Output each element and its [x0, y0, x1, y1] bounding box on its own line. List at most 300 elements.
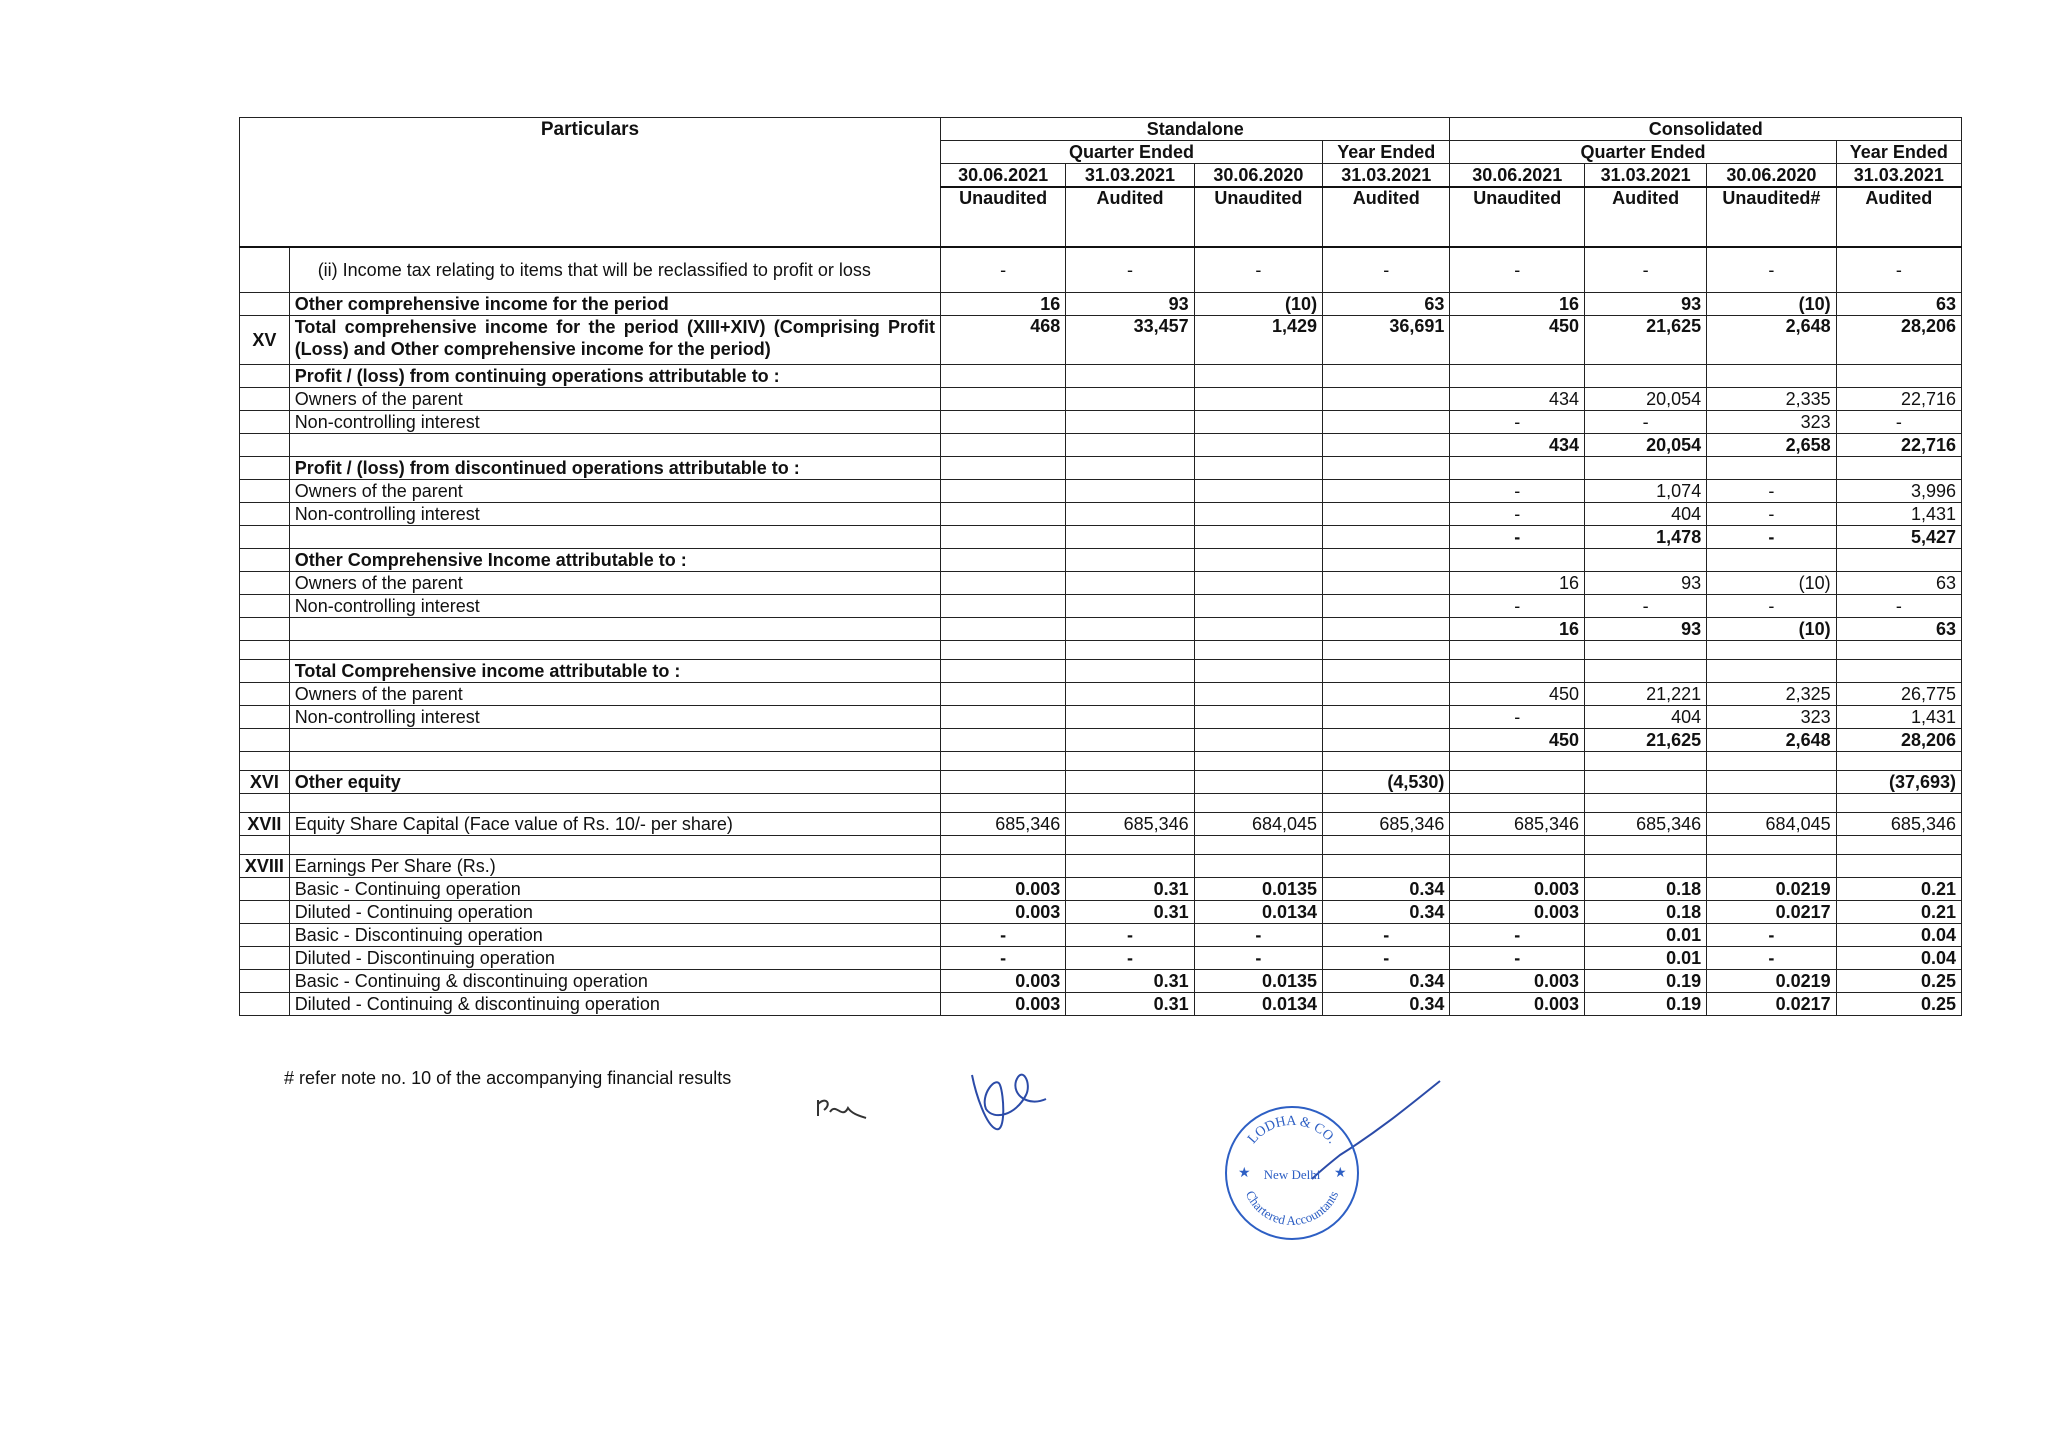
value-cell [1450, 855, 1585, 878]
value-cell: 63 [1323, 293, 1450, 316]
value-cell: 0.31 [1066, 901, 1194, 924]
value-cell [1323, 836, 1450, 855]
value-cell: 1,478 [1585, 526, 1707, 549]
row-number [240, 641, 290, 660]
value-cell: 63 [1836, 293, 1961, 316]
value-cell: - [1194, 947, 1322, 970]
value-cell [1194, 572, 1322, 595]
value-cell [1585, 641, 1707, 660]
row-number [240, 549, 290, 572]
value-cell [1066, 771, 1194, 794]
status-cell: Audited [1836, 187, 1961, 247]
value-cell: 0.0135 [1194, 970, 1322, 993]
value-cell: 0.04 [1836, 947, 1961, 970]
value-cell: - [1450, 480, 1585, 503]
value-cell [1066, 660, 1194, 683]
value-cell: 323 [1707, 706, 1836, 729]
value-cell [941, 434, 1066, 457]
value-cell [941, 572, 1066, 595]
row-label: Owners of the parent [289, 683, 940, 706]
table-row [240, 526, 1962, 549]
row-label: Non-controlling interest [289, 595, 940, 618]
value-cell [1323, 641, 1450, 660]
row-number [240, 794, 290, 813]
value-cell: 2,648 [1707, 729, 1836, 752]
value-cell [941, 457, 1066, 480]
row-number: XVII [240, 813, 290, 836]
row-label [289, 752, 940, 771]
table-row [240, 641, 1962, 660]
row-number: XVIII [240, 855, 290, 878]
value-cell: (4,530) [1323, 771, 1450, 794]
row-number [240, 706, 290, 729]
status-cell: Audited [1066, 187, 1194, 247]
value-cell [1585, 660, 1707, 683]
row-number [240, 247, 290, 293]
value-cell: 0.003 [941, 901, 1066, 924]
partner-signature [966, 1055, 1066, 1135]
row-label [289, 434, 940, 457]
value-cell: 0.01 [1585, 947, 1707, 970]
value-cell [1707, 855, 1836, 878]
value-cell: - [941, 247, 1066, 293]
value-cell: 16 [1450, 618, 1585, 641]
status-cell: Unaudited [941, 187, 1066, 247]
value-cell: 0.0217 [1707, 901, 1836, 924]
value-cell: 434 [1450, 388, 1585, 411]
table-row [240, 660, 1962, 683]
value-cell: 21,625 [1585, 729, 1707, 752]
status-cell: Unaudited [1450, 187, 1585, 247]
row-number [240, 293, 290, 316]
row-label: Diluted - Discontinuing operation [289, 947, 940, 970]
value-cell [1194, 457, 1322, 480]
row-number [240, 924, 290, 947]
value-cell [1194, 595, 1322, 618]
value-cell: 93 [1585, 293, 1707, 316]
value-cell [1707, 836, 1836, 855]
value-cell [941, 480, 1066, 503]
value-cell [941, 660, 1066, 683]
row-number [240, 388, 290, 411]
value-cell: - [1066, 247, 1194, 293]
status-cell: Audited [1585, 187, 1707, 247]
value-cell [1066, 365, 1194, 388]
value-cell: 0.31 [1066, 993, 1194, 1016]
stamp-top-text: LODHA & CO. [1245, 1113, 1340, 1147]
value-cell [1836, 836, 1961, 855]
value-cell [1323, 595, 1450, 618]
date-cell: 30.06.2020 [1707, 164, 1836, 188]
value-cell [1323, 388, 1450, 411]
row-number [240, 595, 290, 618]
value-cell [941, 388, 1066, 411]
value-cell [1585, 855, 1707, 878]
row-label: Total Comprehensive income attributable to : [289, 660, 940, 683]
value-cell: 0.01 [1585, 924, 1707, 947]
table-row [240, 970, 1962, 993]
value-cell [1066, 434, 1194, 457]
row-label [289, 618, 940, 641]
value-cell: (10) [1707, 293, 1836, 316]
value-cell [1585, 752, 1707, 771]
standalone-quarter-ended: Quarter Ended [941, 141, 1323, 164]
value-cell [1836, 549, 1961, 572]
row-number [240, 683, 290, 706]
row-label: Owners of the parent [289, 388, 940, 411]
table-row [240, 572, 1962, 595]
value-cell [1194, 411, 1322, 434]
value-cell [1707, 771, 1836, 794]
value-cell: 93 [1585, 618, 1707, 641]
row-number [240, 729, 290, 752]
value-cell [1066, 503, 1194, 526]
value-cell: 26,775 [1836, 683, 1961, 706]
row-label: Basic - Discontinuing operation [289, 924, 940, 947]
table-row [240, 924, 1962, 947]
value-cell: 0.003 [941, 993, 1066, 1016]
value-cell [1194, 618, 1322, 641]
value-cell: 0.003 [1450, 878, 1585, 901]
row-label: Owners of the parent [289, 572, 940, 595]
value-cell [1836, 641, 1961, 660]
table-row [240, 706, 1962, 729]
value-cell [1450, 752, 1585, 771]
row-number [240, 878, 290, 901]
table-row [240, 595, 1962, 618]
consolidated-quarter-ended: Quarter Ended [1450, 141, 1836, 164]
value-cell: 0.0134 [1194, 993, 1322, 1016]
value-cell: 685,346 [1836, 813, 1961, 836]
value-cell [1836, 794, 1961, 813]
row-label [289, 836, 940, 855]
value-cell [1194, 771, 1322, 794]
value-cell [1323, 660, 1450, 683]
table-row [240, 771, 1962, 794]
value-cell: 1,431 [1836, 706, 1961, 729]
auditor-stamp [1222, 1103, 1362, 1243]
value-cell [941, 794, 1066, 813]
date-cell: 31.03.2021 [1066, 164, 1194, 188]
value-cell: - [1450, 924, 1585, 947]
value-cell: 20,054 [1585, 434, 1707, 457]
value-cell [1323, 729, 1450, 752]
footnote: # refer note no. 10 of the accompanying financial results [284, 1068, 732, 1088]
value-cell: - [1450, 595, 1585, 618]
value-cell: - [1707, 247, 1836, 293]
value-cell: 28,206 [1836, 729, 1961, 752]
value-cell [941, 618, 1066, 641]
row-number [240, 618, 290, 641]
value-cell: 685,346 [1585, 813, 1707, 836]
status-cell: Unaudited# [1707, 187, 1836, 247]
value-cell [1194, 549, 1322, 572]
value-cell [1450, 549, 1585, 572]
stamp-star-right-icon: ★ [1334, 1164, 1347, 1180]
date-cell: 30.06.2020 [1194, 164, 1322, 188]
standalone-header: Standalone [941, 118, 1450, 141]
table-row [240, 901, 1962, 924]
table-row [240, 683, 1962, 706]
value-cell: 0.0134 [1194, 901, 1322, 924]
row-label: Profit / (loss) from discontinued operations attributable to : [289, 457, 940, 480]
value-cell: 450 [1450, 729, 1585, 752]
value-cell [1194, 434, 1322, 457]
row-number [240, 457, 290, 480]
value-cell [1066, 595, 1194, 618]
value-cell: 684,045 [1707, 813, 1836, 836]
value-cell [1194, 365, 1322, 388]
row-label: Equity Share Capital (Face value of Rs. 10/- per share) [289, 813, 940, 836]
value-cell [1066, 706, 1194, 729]
value-cell: (37,693) [1836, 771, 1961, 794]
value-cell [1323, 457, 1450, 480]
value-cell: - [1836, 247, 1961, 293]
value-cell: 0.0135 [1194, 878, 1322, 901]
row-label: Basic - Continuing operation [289, 878, 940, 901]
row-label: Other Comprehensive Income attributable to : [289, 549, 940, 572]
value-cell [1066, 549, 1194, 572]
value-cell: 0.25 [1836, 970, 1961, 993]
value-cell: 0.34 [1323, 878, 1450, 901]
status-cell: Unaudited [1194, 187, 1322, 247]
value-cell: 0.19 [1585, 993, 1707, 1016]
value-cell [1450, 660, 1585, 683]
value-cell: - [941, 947, 1066, 970]
value-cell [1323, 365, 1450, 388]
value-cell: 0.31 [1066, 878, 1194, 901]
value-cell: 20,054 [1585, 388, 1707, 411]
value-cell [1323, 752, 1450, 771]
table-row [240, 947, 1962, 970]
value-cell: 36,691 [1323, 316, 1450, 365]
value-cell: 2,658 [1707, 434, 1836, 457]
value-cell [1585, 457, 1707, 480]
value-cell [1323, 503, 1450, 526]
date-cell: 30.06.2021 [1450, 164, 1585, 188]
table-row [240, 993, 1962, 1016]
value-cell: 22,716 [1836, 388, 1961, 411]
stamp-star-left-icon: ★ [1238, 1164, 1251, 1180]
value-cell: 404 [1585, 706, 1707, 729]
stamp-middle-text: New Delhi [1263, 1167, 1321, 1182]
value-cell: 685,346 [1066, 813, 1194, 836]
value-cell: 63 [1836, 572, 1961, 595]
standalone-year-ended: Year Ended [1323, 141, 1450, 164]
value-cell [1194, 855, 1322, 878]
value-cell: - [1323, 247, 1450, 293]
row-label: Diluted - Continuing & discontinuing operation [289, 993, 940, 1016]
particulars-header: Particulars [240, 118, 941, 248]
value-cell: - [1707, 480, 1836, 503]
row-label: Profit / (loss) from continuing operations attributable to : [289, 365, 940, 388]
value-cell [1707, 549, 1836, 572]
value-cell: - [1066, 947, 1194, 970]
value-cell: 22,716 [1836, 434, 1961, 457]
value-cell [1194, 794, 1322, 813]
row-label [289, 641, 940, 660]
value-cell [1194, 480, 1322, 503]
row-label: (ii) Income tax relating to items that will be reclassified to profit or loss [289, 247, 940, 293]
value-cell [1836, 365, 1961, 388]
value-cell [1450, 794, 1585, 813]
value-cell [1194, 503, 1322, 526]
row-label: Non-controlling interest [289, 503, 940, 526]
row-number [240, 947, 290, 970]
value-cell [1066, 836, 1194, 855]
value-cell: 63 [1836, 618, 1961, 641]
value-cell: 0.34 [1323, 970, 1450, 993]
value-cell [941, 729, 1066, 752]
value-cell: 0.0219 [1707, 878, 1836, 901]
row-number: XVI [240, 771, 290, 794]
value-cell [1450, 365, 1585, 388]
value-cell: - [941, 924, 1066, 947]
table-row [240, 729, 1962, 752]
value-cell: 2,648 [1707, 316, 1836, 365]
table-row [240, 752, 1962, 771]
value-cell: 1,429 [1194, 316, 1322, 365]
value-cell [1066, 480, 1194, 503]
value-cell: 21,221 [1585, 683, 1707, 706]
value-cell: 2,335 [1707, 388, 1836, 411]
value-cell: - [1836, 411, 1961, 434]
table-row [240, 855, 1962, 878]
row-number [240, 970, 290, 993]
row-label [289, 794, 940, 813]
value-cell: - [1707, 924, 1836, 947]
value-cell [1194, 836, 1322, 855]
value-cell [1707, 660, 1836, 683]
value-cell: 0.18 [1585, 901, 1707, 924]
row-label: Other comprehensive income for the period [289, 293, 940, 316]
value-cell: (10) [1194, 293, 1322, 316]
value-cell: 0.18 [1585, 878, 1707, 901]
value-cell [1066, 526, 1194, 549]
row-label: Non-controlling interest [289, 411, 940, 434]
row-number [240, 434, 290, 457]
value-cell: 685,346 [1323, 813, 1450, 836]
value-cell [1585, 365, 1707, 388]
table-row [240, 836, 1962, 855]
value-cell: 93 [1066, 293, 1194, 316]
value-cell: 0.34 [1323, 901, 1450, 924]
value-cell [1323, 618, 1450, 641]
value-cell [1323, 706, 1450, 729]
value-cell: (10) [1707, 572, 1836, 595]
value-cell: 684,045 [1194, 813, 1322, 836]
row-number [240, 480, 290, 503]
value-cell [1323, 480, 1450, 503]
table-row [240, 878, 1962, 901]
value-cell [1194, 526, 1322, 549]
value-cell [1323, 526, 1450, 549]
value-cell: 0.003 [941, 970, 1066, 993]
value-cell [1836, 752, 1961, 771]
row-number [240, 993, 290, 1016]
value-cell [1450, 457, 1585, 480]
value-cell [1585, 794, 1707, 813]
value-cell [1836, 855, 1961, 878]
value-cell [1585, 771, 1707, 794]
value-cell [1323, 411, 1450, 434]
value-cell [1585, 836, 1707, 855]
value-cell: 0.04 [1836, 924, 1961, 947]
value-cell: 450 [1450, 316, 1585, 365]
value-cell: - [1194, 924, 1322, 947]
value-cell [1323, 549, 1450, 572]
table-row [240, 457, 1962, 480]
row-number [240, 365, 290, 388]
value-cell: 0.19 [1585, 970, 1707, 993]
value-cell: - [1194, 247, 1322, 293]
value-cell [941, 771, 1066, 794]
value-cell: 0.25 [1836, 993, 1961, 1016]
value-cell: 33,457 [1066, 316, 1194, 365]
value-cell: 0.0219 [1707, 970, 1836, 993]
value-cell [1323, 572, 1450, 595]
row-number [240, 752, 290, 771]
value-cell [1066, 388, 1194, 411]
value-cell [1066, 729, 1194, 752]
row-number [240, 526, 290, 549]
row-label [289, 526, 940, 549]
value-cell [941, 595, 1066, 618]
value-cell [1836, 660, 1961, 683]
value-cell [941, 855, 1066, 878]
value-cell: - [1450, 247, 1585, 293]
value-cell: 16 [1450, 572, 1585, 595]
value-cell: 685,346 [941, 813, 1066, 836]
date-cell: 31.03.2021 [1323, 164, 1450, 188]
value-cell [1066, 572, 1194, 595]
value-cell [1194, 660, 1322, 683]
table-row [240, 503, 1962, 526]
value-cell [1066, 457, 1194, 480]
value-cell [1323, 683, 1450, 706]
value-cell: 450 [1450, 683, 1585, 706]
value-cell [1066, 641, 1194, 660]
table-row [240, 293, 1962, 316]
row-number [240, 660, 290, 683]
value-cell [941, 641, 1066, 660]
value-cell [1066, 411, 1194, 434]
value-cell: 0.21 [1836, 901, 1961, 924]
value-cell: 16 [1450, 293, 1585, 316]
value-cell [941, 526, 1066, 549]
value-cell: (10) [1707, 618, 1836, 641]
value-cell: 93 [1585, 572, 1707, 595]
row-label: Basic - Continuing & discontinuing operation [289, 970, 940, 993]
value-cell [1194, 752, 1322, 771]
value-cell [1450, 641, 1585, 660]
value-cell: - [1707, 503, 1836, 526]
value-cell [941, 503, 1066, 526]
value-cell: 1,074 [1585, 480, 1707, 503]
row-label: Total comprehensive income for the period (XIII+XIV) (Comprising Profit (Loss) and Other comprehensive income for the period) [289, 316, 940, 365]
table-row [240, 388, 1962, 411]
initials-signature [812, 1090, 872, 1130]
value-cell: 0.003 [1450, 993, 1585, 1016]
table-row [240, 549, 1962, 572]
value-cell [1194, 729, 1322, 752]
value-cell: 0.21 [1836, 878, 1961, 901]
row-label: Non-controlling interest [289, 706, 940, 729]
consolidated-header: Consolidated [1450, 118, 1962, 141]
value-cell: - [1585, 411, 1707, 434]
value-cell [1066, 683, 1194, 706]
value-cell: - [1323, 924, 1450, 947]
